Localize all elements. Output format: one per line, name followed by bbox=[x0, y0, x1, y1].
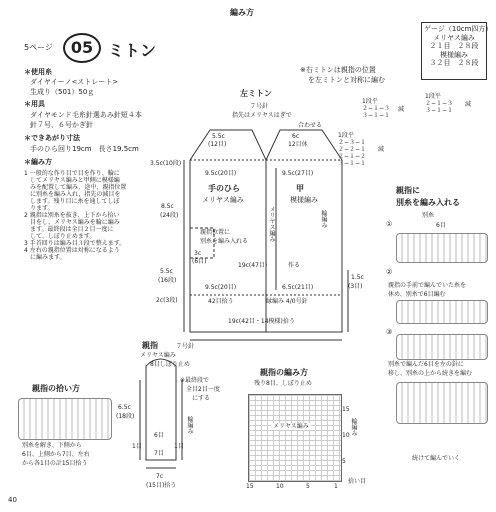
gauge-title: ゲージ（10cm四方） bbox=[424, 25, 493, 33]
section-title: 編み方 bbox=[230, 8, 254, 17]
thumb-note: 全目2目一度 bbox=[186, 386, 220, 393]
right-mitten-note: を左ミトンと対称に編む bbox=[308, 76, 385, 84]
step-line: します。残り目に糸を通してしぼ bbox=[30, 198, 120, 205]
dim-label: 3c bbox=[194, 250, 202, 257]
chart-row: 10 bbox=[342, 432, 350, 439]
yarn-heading: ＊使用糸 bbox=[24, 68, 52, 76]
chart-row: 5 bbox=[342, 458, 346, 465]
pickup-illustration bbox=[18, 398, 112, 440]
thumb-wheel: 輪編み bbox=[186, 416, 193, 434]
page-ref: 5ページ bbox=[24, 43, 53, 52]
thumb-six: 6目 bbox=[154, 432, 164, 439]
dim-label: 12目休 bbox=[288, 141, 308, 148]
thumb-start-title: 親指に bbox=[396, 186, 420, 195]
thumb-knit: メリヤス編み bbox=[140, 352, 176, 359]
step-line: 1 一般的な作り目で目を作り、輪に bbox=[24, 170, 120, 177]
step-line: 3 手首回りは編み目３段で整えます。 bbox=[24, 240, 126, 247]
gauge-line: ２１目 ２８段 bbox=[429, 42, 479, 50]
decrease-line: ２−２−１ bbox=[338, 146, 367, 153]
dim-label: 9.5c(20目) bbox=[205, 284, 237, 291]
decrease-label: 減 bbox=[378, 146, 385, 153]
dim-label: (16段) bbox=[158, 277, 177, 284]
step-line: 2 親指は別糸を抜き、上下から拾い bbox=[24, 212, 120, 219]
thumb-chart-grid bbox=[248, 394, 342, 482]
thumb-chart-pick: 拾い目 bbox=[348, 478, 367, 485]
chart-tick: 5 bbox=[306, 483, 310, 490]
thumb-chart-title: 親指の編み方 bbox=[260, 368, 308, 377]
step-illustration bbox=[396, 233, 488, 263]
decrease-line: ２−１−２ bbox=[338, 153, 367, 160]
decrease-line: ３−１−１ bbox=[425, 107, 454, 114]
back-label: 甲 bbox=[296, 184, 304, 193]
step-line: 4 左右の親指位置は対称になるよう bbox=[24, 247, 120, 254]
step-line: ります。 bbox=[30, 205, 54, 212]
chart-tick: 1 bbox=[334, 483, 338, 490]
thumb-seven: 7目 bbox=[154, 450, 164, 457]
right-mitten-note: ※右ミトンは親指の位置 bbox=[300, 66, 376, 74]
decrease-line: ２−１−３ bbox=[362, 105, 391, 112]
step-num: ② bbox=[386, 268, 393, 276]
tools-heading: ＊用具 bbox=[24, 100, 45, 108]
decrease-label: 減 bbox=[398, 106, 405, 113]
thumb-start-title: 別糸を編み入れる bbox=[396, 198, 460, 207]
step-line: してメリヤス編みと甲側に模様編 bbox=[30, 177, 120, 184]
step-line: 目をし、メリヤス編みを輪に編み bbox=[30, 219, 120, 226]
chart-row: 15 bbox=[342, 406, 350, 413]
step-illustration bbox=[396, 382, 488, 424]
step-line: に別糸を編み入れ、指先の減目を bbox=[30, 191, 121, 198]
pattern-title: ミトン bbox=[108, 41, 157, 60]
step-text: 移し、別糸の上から続きを編む bbox=[388, 370, 473, 377]
step-text: 6目 bbox=[436, 222, 446, 229]
cast-on-label: 42目拾う bbox=[208, 298, 234, 305]
dim-label: (12目) bbox=[208, 141, 227, 148]
dim-label: 6c bbox=[292, 133, 300, 140]
step-text: 別糸で編んだ6目を左の針に bbox=[388, 361, 464, 368]
gauge-line: メリヤス編み bbox=[433, 33, 475, 42]
thumb-chart-close: 残り8目、しぼり止め bbox=[254, 380, 312, 387]
thumb-note: にする bbox=[192, 395, 211, 402]
dim-label: (15目)拾う bbox=[146, 482, 177, 489]
dim-label: 7c bbox=[156, 473, 164, 480]
center-label: メリヤス編み bbox=[268, 206, 275, 242]
step-illustration bbox=[396, 300, 488, 324]
step-num: ① bbox=[386, 220, 393, 228]
thumb-one: 1目 bbox=[174, 443, 184, 450]
cast-on-label: 縁編み 4/0号針 bbox=[266, 298, 308, 305]
step-text: 親指の手前で編んでいた糸を bbox=[388, 282, 467, 289]
dim-label: 1.5c bbox=[351, 274, 364, 281]
step-text: 続けて編んでいく bbox=[412, 455, 461, 462]
thumb-note: 別糸を編み入れる bbox=[200, 238, 249, 245]
size-heading: ＊できあがり寸法 bbox=[24, 134, 80, 142]
dim-label: 5.5c bbox=[160, 268, 173, 275]
decrease-line: ２−３−１ bbox=[338, 139, 367, 146]
tip-note: 合わせる bbox=[298, 122, 323, 129]
method-heading: ＊編み方 bbox=[24, 158, 52, 166]
dim-label: 2c(3段) bbox=[156, 297, 178, 304]
decrease-line: ２−１−３ bbox=[425, 100, 454, 107]
step-line: に編みます。 bbox=[30, 254, 66, 261]
thumb-chart-knit: メリヤス編み bbox=[273, 423, 309, 430]
dim-label: 9.5c(27目) bbox=[282, 170, 314, 177]
dim-label: 作る bbox=[288, 262, 301, 269]
pickup-text: 別糸を解き、下側から bbox=[22, 442, 82, 449]
yarn-line: ダイヤイーノ<ストレート> bbox=[30, 78, 119, 86]
chart-tick: 15 bbox=[246, 483, 254, 490]
decrease-line: ３−１−１ bbox=[362, 112, 391, 119]
palm-label: メリヤス編み bbox=[202, 196, 244, 204]
total-width: 19c(42目・14模様)拾う bbox=[228, 318, 295, 325]
dim-label: 6.5c bbox=[118, 404, 131, 411]
decrease-label: 減 bbox=[465, 101, 472, 108]
dim-label: 8.5c bbox=[161, 203, 174, 210]
step-text: 休め、別糸で6目編む bbox=[388, 291, 446, 298]
dim-label: (3目) bbox=[348, 283, 363, 290]
thumb-note: ※最終段で bbox=[180, 377, 210, 384]
step-text: 別糸 bbox=[422, 212, 435, 219]
thumb-one: 1目 bbox=[132, 443, 142, 450]
size-line: 手のひら回り19cm 長さ19.5cm bbox=[30, 145, 139, 153]
thumb-pickup-title: 親指の拾い方 bbox=[32, 384, 80, 393]
thumb-note: 親指位置に bbox=[200, 229, 231, 236]
gauge-line: 模様編み bbox=[440, 50, 468, 59]
decrease-line: 1段平 bbox=[362, 98, 378, 105]
step-line: みを配置して編み、途中、親指位置 bbox=[30, 184, 127, 191]
page-number: 40 bbox=[8, 496, 17, 504]
thumb-needle: ７号針 bbox=[176, 343, 195, 350]
center-label: 輪編み bbox=[320, 210, 327, 228]
dim-label: (6目) bbox=[192, 258, 207, 265]
back-label: 模様編み bbox=[290, 196, 318, 204]
tools-line: ダイヤモンド毛糸針選あみ針短４本 bbox=[30, 111, 142, 119]
pickup-text: から各1目の計15目拾う bbox=[22, 460, 88, 467]
dim-label: 5.5c bbox=[212, 133, 225, 140]
tip-note: 指先はメリヤスはぎで bbox=[232, 112, 292, 119]
pattern-number: 05 bbox=[70, 38, 94, 57]
step-line: ます。最終段は全目２目一度に bbox=[30, 226, 114, 233]
yarn-line: 生成り（501）50ｇ bbox=[30, 88, 95, 96]
decrease-line: 1段平 bbox=[425, 93, 441, 100]
step-line: して、しぼり止めます。 bbox=[30, 233, 96, 240]
dim-label: (18段) bbox=[116, 413, 135, 420]
needle-size: ７号針 bbox=[250, 103, 269, 110]
dim-label: (24段) bbox=[160, 212, 179, 219]
thumb-title: 親指 bbox=[142, 341, 158, 350]
dim-label: 19c(47目) bbox=[238, 262, 268, 269]
pickup-text: 6目、上側から7目、左右 bbox=[22, 451, 90, 458]
main-diagram-title: 左ミトン bbox=[240, 89, 272, 98]
decrease-line: ３−１−１ bbox=[338, 160, 367, 167]
tools-line: 針７号、６号かぎ針 bbox=[30, 121, 93, 129]
step-num: ③ bbox=[386, 328, 393, 336]
dim-label: 6.5c(21目) bbox=[282, 284, 314, 291]
dim-label: 3.5c(10段) bbox=[150, 160, 182, 167]
decrease-line: 1段平 bbox=[338, 132, 354, 139]
thumb-close: 8目しぼり止め bbox=[150, 361, 190, 368]
step-illustration bbox=[396, 334, 488, 360]
palm-label: 手のひら bbox=[208, 184, 240, 193]
dim-label: 9.5c(20目) bbox=[205, 170, 237, 177]
thumb-chart-wheel: 輪編み bbox=[350, 418, 357, 436]
gauge-line: ３２目 ２８段 bbox=[429, 59, 479, 67]
chart-tick: 10 bbox=[276, 483, 284, 490]
